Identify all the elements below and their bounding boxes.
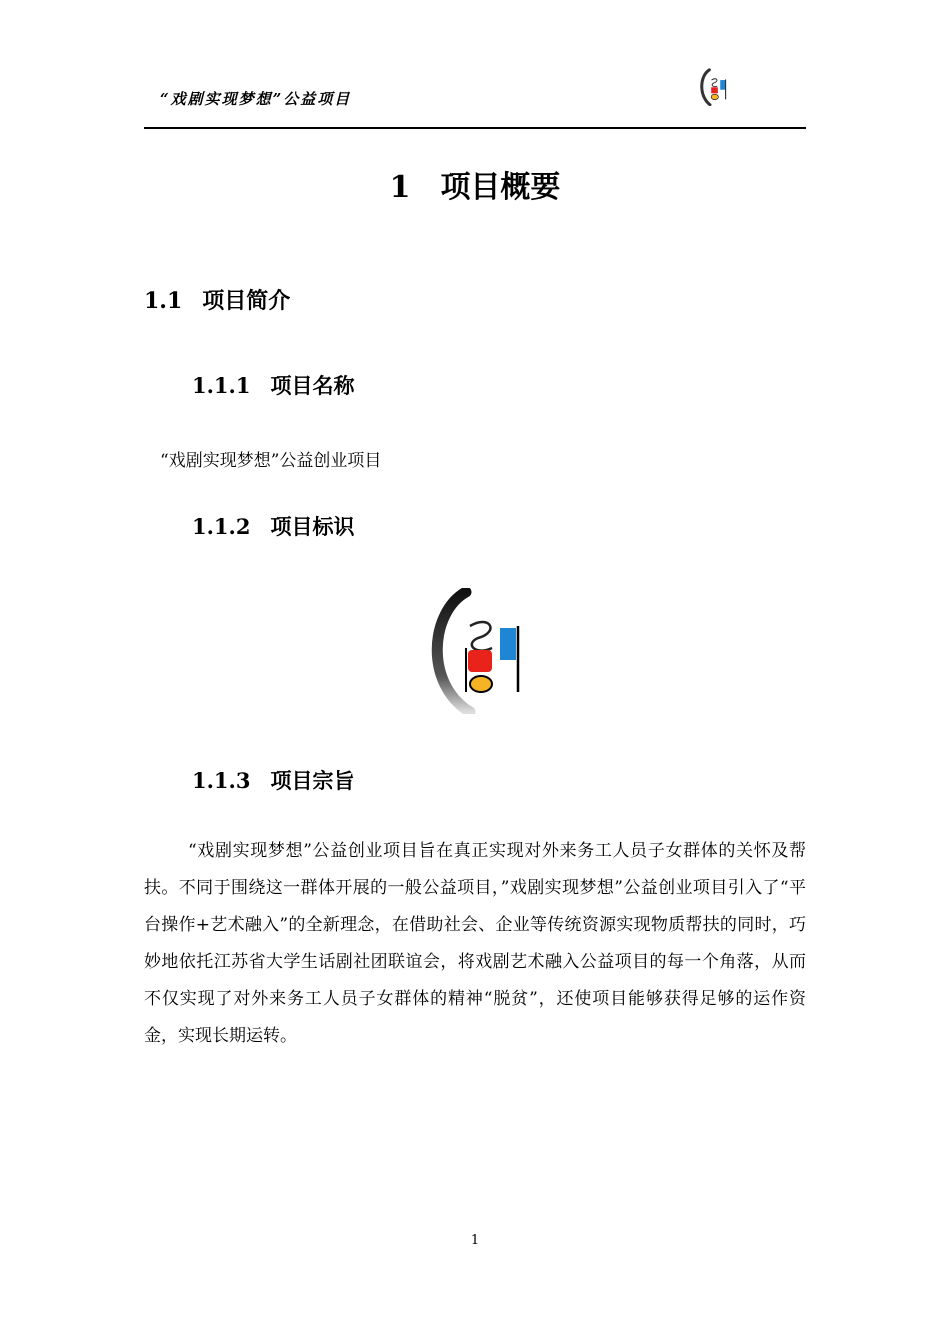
subsection-title: 项目标识 xyxy=(270,514,355,539)
section-title: 项目简介 xyxy=(202,288,291,314)
subsection-heading-purpose xyxy=(192,765,354,795)
purpose-paragraph: “戏剧实现梦想”公益创业项目旨在真正实现对外来务工人员子女群体的关怀及帮扶。不同于围绕这一群体开展的一般公益项目，”戏剧实现梦想”公益创业项目引入了“平台操作+艺术融入”的全新理念，在借助社会、企业等传统资源实现物质帮扶的同时，巧妙地依托江苏省大学生话剧社团联谊会，将戏剧艺术融入公益项目的每一个角落，从而不仅实现了对外来务工人员子女群体的精神“脱贫”，还使项目能够获得足够的运作资金，实现长期运转。 xyxy=(144,841,806,1046)
theater-logo-icon xyxy=(694,68,732,106)
subsection-number: 1.1.3 xyxy=(192,768,251,793)
project-logo-image xyxy=(426,588,526,714)
subsection-number: 1.1.2 xyxy=(192,514,251,539)
header-title: “戏剧实现梦想”公益项目 xyxy=(160,90,352,108)
subsection-heading-name xyxy=(192,370,354,400)
section-heading xyxy=(144,284,290,315)
chapter-number: 1 xyxy=(389,170,411,205)
section-number: 1.1 xyxy=(144,288,183,314)
header-rule xyxy=(144,127,806,129)
subsection-number: 1.1.1 xyxy=(192,373,251,398)
chapter-title: 项目概要 xyxy=(440,170,561,205)
chapter-heading xyxy=(0,162,950,206)
subsection-heading-logo xyxy=(192,511,354,541)
page-number: 1 xyxy=(470,1233,480,1248)
subsection-title: 项目名称 xyxy=(270,373,355,398)
subsection-title: 项目宗旨 xyxy=(270,768,355,793)
project-name-text: “戏剧实现梦想”公益创业项目 xyxy=(160,451,382,471)
